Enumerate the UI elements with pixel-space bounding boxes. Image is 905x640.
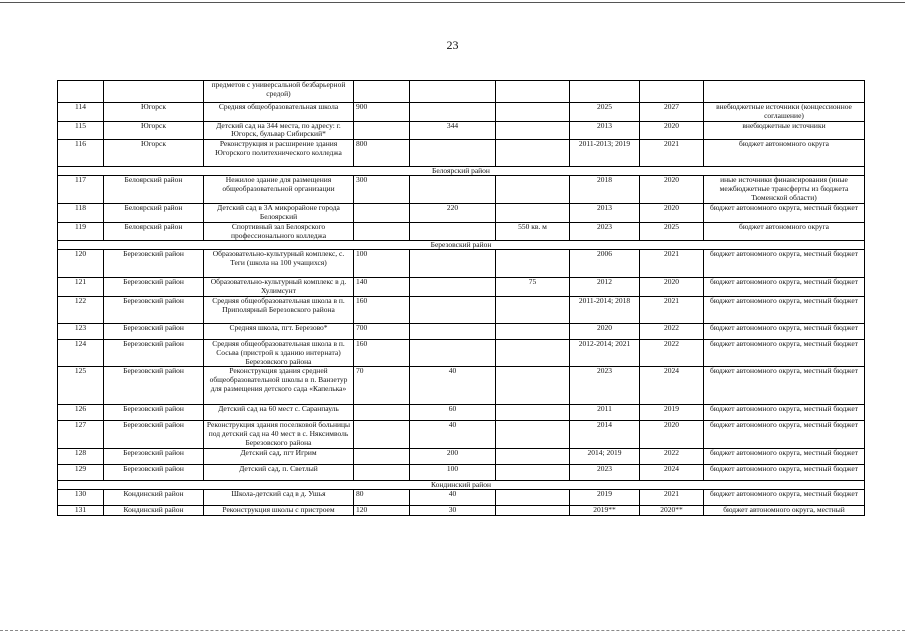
cell-capacity-places: 100 — [354, 250, 410, 278]
cell-funding-source: бюджет автономного округа, местный — [704, 505, 865, 515]
cell-funding-source: бюджет автономного округа, местный бюджет — [704, 204, 865, 223]
cell-municipality: Березовский район — [104, 464, 204, 480]
cell-funding-source: бюджет автономного округа, местный бюджет — [704, 323, 865, 339]
cell-municipality: Березовский район — [104, 323, 204, 339]
cell-capacity-places — [354, 121, 410, 140]
cell-object-name: Детский сад, п. Светлый — [204, 464, 354, 480]
cell-end-year: 2020 — [640, 421, 704, 448]
cell-funding-source: иные источники финансирования (иные межбюджетные трансферты из бюджета Тюменской области) — [704, 176, 865, 204]
cell-capacity-preschool: 60 — [410, 405, 496, 421]
section-row — [58, 480, 865, 489]
cell-start-year: 2014 — [570, 421, 640, 448]
cell-object-name: Спортивный зал Белоярского профессионального колледжа — [204, 222, 354, 241]
cell-object-name: Детский сад в 3А микрорайоне города Белоярский — [204, 204, 354, 223]
cell-funding-source: бюджет автономного округа, местный бюджет — [704, 405, 865, 421]
cell-end-year: 2027 — [640, 103, 704, 122]
cell-capacity-preschool — [410, 296, 496, 323]
cell-funding-source: бюджет автономного округа, местный бюджет — [704, 250, 865, 278]
cell-municipality: Югорск — [104, 103, 204, 122]
table-row — [58, 505, 865, 515]
cell-object-name: Средняя общеобразовательная школа в п. Приполярный Березовского района — [204, 296, 354, 323]
cell-object-name: Реконструкция здания средней общеобразовательной школы в п. Ванзетур для размещения детского сада «Капелька» — [204, 367, 354, 405]
cell-funding-source: внебюджетные источники (концессионное соглашение) — [704, 103, 865, 122]
table-row — [58, 448, 865, 464]
cell-row-number — [58, 81, 104, 103]
cell-end-year: 2020 — [640, 121, 704, 140]
cell-object-name: предметов с универсальной безбарьерной средой) — [204, 81, 354, 103]
cell-capacity-other — [496, 464, 570, 480]
cell-capacity-places — [354, 204, 410, 223]
cell-row-number: 119 — [58, 222, 104, 241]
section-title: Березовский район — [58, 241, 865, 250]
cell-start-year: 2014; 2019 — [570, 448, 640, 464]
cell-object-name: Реконструкция здания поселковой больницы под детский сад на 40 мест в с. Няксимволь Березовского района — [204, 421, 354, 448]
cell-municipality: Березовский район — [104, 448, 204, 464]
cell-capacity-other — [496, 103, 570, 122]
cell-end-year: 2021 — [640, 140, 704, 167]
cell-capacity-places — [354, 81, 410, 103]
cell-start-year: 2011 — [570, 405, 640, 421]
table-row — [58, 81, 865, 103]
cell-capacity-places: 300 — [354, 176, 410, 204]
cell-row-number: 129 — [58, 464, 104, 480]
cell-row-number: 115 — [58, 121, 104, 140]
cell-row-number: 114 — [58, 103, 104, 122]
cell-funding-source: бюджет автономного округа, местный бюджет — [704, 421, 865, 448]
cell-capacity-preschool: 344 — [410, 121, 496, 140]
cell-capacity-preschool — [410, 176, 496, 204]
cell-municipality: Белоярский район — [104, 204, 204, 223]
cell-start-year: 2013 — [570, 204, 640, 223]
cell-start-year: 2013 — [570, 121, 640, 140]
cell-capacity-places — [354, 464, 410, 480]
cell-object-name: Детский сад, пгт Игрим — [204, 448, 354, 464]
cell-object-name: Детский сад на 344 места, по адресу: г. Югорск, бульвар Сибирский* — [204, 121, 354, 140]
cell-object-name: Средняя школа, пгт. Березово* — [204, 323, 354, 339]
table-row — [58, 222, 865, 241]
page-bottom-edge — [0, 630, 905, 631]
cell-funding-source: бюджет автономного округа, местный бюджет — [704, 296, 865, 323]
cell-funding-source: бюджет автономного округа — [704, 222, 865, 241]
cell-row-number: 122 — [58, 296, 104, 323]
table-row — [58, 405, 865, 421]
cell-start-year: 2019** — [570, 505, 640, 515]
cell-capacity-places: 700 — [354, 323, 410, 339]
cell-capacity-places — [354, 222, 410, 241]
cell-municipality: Белоярский район — [104, 176, 204, 204]
cell-funding-source: бюджет автономного округа, местный бюджет — [704, 278, 865, 297]
cell-capacity-preschool: 100 — [410, 464, 496, 480]
cell-row-number: 120 — [58, 250, 104, 278]
cell-end-year: 2022 — [640, 323, 704, 339]
cell-municipality — [104, 81, 204, 103]
table-row — [58, 339, 865, 366]
cell-object-name: Школа-детский сад в д. Ушья — [204, 489, 354, 505]
cell-capacity-other — [496, 367, 570, 405]
objects-table — [57, 80, 865, 516]
cell-capacity-other — [496, 204, 570, 223]
cell-capacity-preschool — [410, 81, 496, 103]
cell-start-year — [570, 81, 640, 103]
cell-row-number: 118 — [58, 204, 104, 223]
table-row — [58, 489, 865, 505]
cell-capacity-places: 70 — [354, 367, 410, 405]
table-row — [58, 103, 865, 122]
cell-object-name: Средняя общеобразовательная школа — [204, 103, 354, 122]
cell-start-year: 2018 — [570, 176, 640, 204]
cell-start-year: 2011-2013; 2019 — [570, 140, 640, 167]
cell-object-name: Нежилое здание для размещения общеобразовательной организации — [204, 176, 354, 204]
cell-row-number: 123 — [58, 323, 104, 339]
table-row — [58, 323, 865, 339]
cell-row-number: 128 — [58, 448, 104, 464]
cell-funding-source — [704, 81, 865, 103]
cell-capacity-places: 80 — [354, 489, 410, 505]
cell-municipality: Березовский район — [104, 405, 204, 421]
cell-start-year: 2012-2014; 2021 — [570, 339, 640, 366]
cell-municipality: Березовский район — [104, 278, 204, 297]
cell-object-name: Средняя общеобразовательная школа в п. Сосьва (пристрой к зданию интерната) Березовского района — [204, 339, 354, 366]
cell-capacity-places: 800 — [354, 140, 410, 167]
cell-end-year: 2020 — [640, 176, 704, 204]
cell-end-year: 2025 — [640, 222, 704, 241]
cell-municipality: Березовский район — [104, 250, 204, 278]
cell-funding-source: бюджет автономного округа, местный бюджет — [704, 367, 865, 405]
cell-municipality: Березовский район — [104, 296, 204, 323]
cell-capacity-other — [496, 405, 570, 421]
cell-capacity-other — [496, 421, 570, 448]
cell-municipality: Югорск — [104, 121, 204, 140]
cell-start-year: 2025 — [570, 103, 640, 122]
cell-end-year: 2021 — [640, 250, 704, 278]
cell-capacity-other — [496, 448, 570, 464]
cell-capacity-places: 120 — [354, 505, 410, 515]
cell-end-year: 2021 — [640, 296, 704, 323]
cell-funding-source: бюджет автономного округа, местный бюджет — [704, 489, 865, 505]
cell-end-year: 2020 — [640, 204, 704, 223]
cell-municipality: Белоярский район — [104, 222, 204, 241]
cell-capacity-other — [496, 250, 570, 278]
cell-capacity-preschool: 40 — [410, 421, 496, 448]
cell-capacity-other — [496, 81, 570, 103]
cell-row-number: 125 — [58, 367, 104, 405]
cell-object-name: Реконструкция и расширение здания Югорского политехнического колледжа — [204, 140, 354, 167]
cell-capacity-other — [496, 121, 570, 140]
cell-row-number: 127 — [58, 421, 104, 448]
cell-row-number: 117 — [58, 176, 104, 204]
cell-capacity-other — [496, 489, 570, 505]
cell-funding-source: бюджет автономного округа — [704, 140, 865, 167]
cell-start-year: 2023 — [570, 367, 640, 405]
table-row — [58, 250, 865, 278]
cell-capacity-preschool — [410, 222, 496, 241]
table-row — [58, 296, 865, 323]
cell-start-year: 2019 — [570, 489, 640, 505]
table-row — [58, 176, 865, 204]
cell-capacity-other — [496, 176, 570, 204]
cell-capacity-preschool — [410, 278, 496, 297]
cell-capacity-preschool — [410, 250, 496, 278]
cell-funding-source: бюджет автономного округа, местный бюджет — [704, 448, 865, 464]
cell-capacity-preschool: 220 — [410, 204, 496, 223]
cell-start-year: 2012 — [570, 278, 640, 297]
cell-capacity-other — [496, 296, 570, 323]
cell-municipality: Кондинский район — [104, 489, 204, 505]
cell-capacity-places — [354, 421, 410, 448]
cell-end-year — [640, 81, 704, 103]
cell-municipality: Югорск — [104, 140, 204, 167]
cell-capacity-preschool — [410, 323, 496, 339]
cell-capacity-places: 160 — [354, 296, 410, 323]
cell-capacity-other — [496, 339, 570, 366]
table-row — [58, 140, 865, 167]
cell-capacity-other — [496, 505, 570, 515]
section-row — [58, 241, 865, 250]
cell-end-year: 2022 — [640, 339, 704, 366]
cell-capacity-preschool: 40 — [410, 489, 496, 505]
cell-capacity-preschool: 30 — [410, 505, 496, 515]
cell-capacity-preschool — [410, 140, 496, 167]
cell-capacity-other — [496, 323, 570, 339]
cell-capacity-preschool: 40 — [410, 367, 496, 405]
cell-capacity-places: 160 — [354, 339, 410, 366]
cell-start-year: 2023 — [570, 222, 640, 241]
cell-capacity-places: 900 — [354, 103, 410, 122]
cell-end-year: 2021 — [640, 489, 704, 505]
table-row — [58, 278, 865, 297]
cell-end-year: 2024 — [640, 367, 704, 405]
table-row — [58, 421, 865, 448]
cell-capacity-preschool: 200 — [410, 448, 496, 464]
cell-capacity-places — [354, 405, 410, 421]
section-title: Кондинский район — [58, 480, 865, 489]
section-row — [58, 167, 865, 176]
table-row — [58, 367, 865, 405]
cell-capacity-other: 550 кв. м — [496, 222, 570, 241]
cell-municipality: Березовский район — [104, 367, 204, 405]
cell-funding-source: бюджет автономного округа, местный бюджет — [704, 464, 865, 480]
cell-end-year: 2020 — [640, 278, 704, 297]
cell-capacity-other — [496, 140, 570, 167]
section-title: Белоярский район — [58, 167, 865, 176]
cell-row-number: 124 — [58, 339, 104, 366]
cell-municipality: Березовский район — [104, 421, 204, 448]
cell-object-name: Образовательно-культурный комплекс, с. Теги (школа на 100 учащихся) — [204, 250, 354, 278]
cell-start-year: 2006 — [570, 250, 640, 278]
cell-start-year: 2023 — [570, 464, 640, 480]
cell-end-year: 2019 — [640, 405, 704, 421]
page-number: 23 — [446, 38, 459, 52]
cell-capacity-places: 140 — [354, 278, 410, 297]
cell-start-year: 2011-2014; 2018 — [570, 296, 640, 323]
cell-capacity-other: 75 — [496, 278, 570, 297]
cell-end-year: 2022 — [640, 448, 704, 464]
cell-row-number: 121 — [58, 278, 104, 297]
cell-funding-source: бюджет автономного округа, местный бюджет — [704, 339, 865, 366]
cell-capacity-preschool — [410, 339, 496, 366]
cell-end-year: 2020** — [640, 505, 704, 515]
page-top-rule — [0, 2, 905, 3]
cell-row-number: 126 — [58, 405, 104, 421]
cell-municipality: Березовский район — [104, 339, 204, 366]
table-row — [58, 204, 865, 223]
cell-row-number: 131 — [58, 505, 104, 515]
table-row — [58, 121, 865, 140]
cell-object-name: Детский сад на 60 мест с. Саранпауль — [204, 405, 354, 421]
cell-row-number: 130 — [58, 489, 104, 505]
cell-funding-source: внебюджетные источники — [704, 121, 865, 140]
cell-object-name: Образовательно-культурный комплекс в д. Хулимсунт — [204, 278, 354, 297]
cell-row-number: 116 — [58, 140, 104, 167]
cell-end-year: 2024 — [640, 464, 704, 480]
table-row — [58, 464, 865, 480]
cell-municipality: Кондинский район — [104, 505, 204, 515]
cell-capacity-preschool — [410, 103, 496, 122]
cell-start-year: 2020 — [570, 323, 640, 339]
cell-capacity-places — [354, 448, 410, 464]
cell-object-name: Реконструкция школы с пристроем — [204, 505, 354, 515]
